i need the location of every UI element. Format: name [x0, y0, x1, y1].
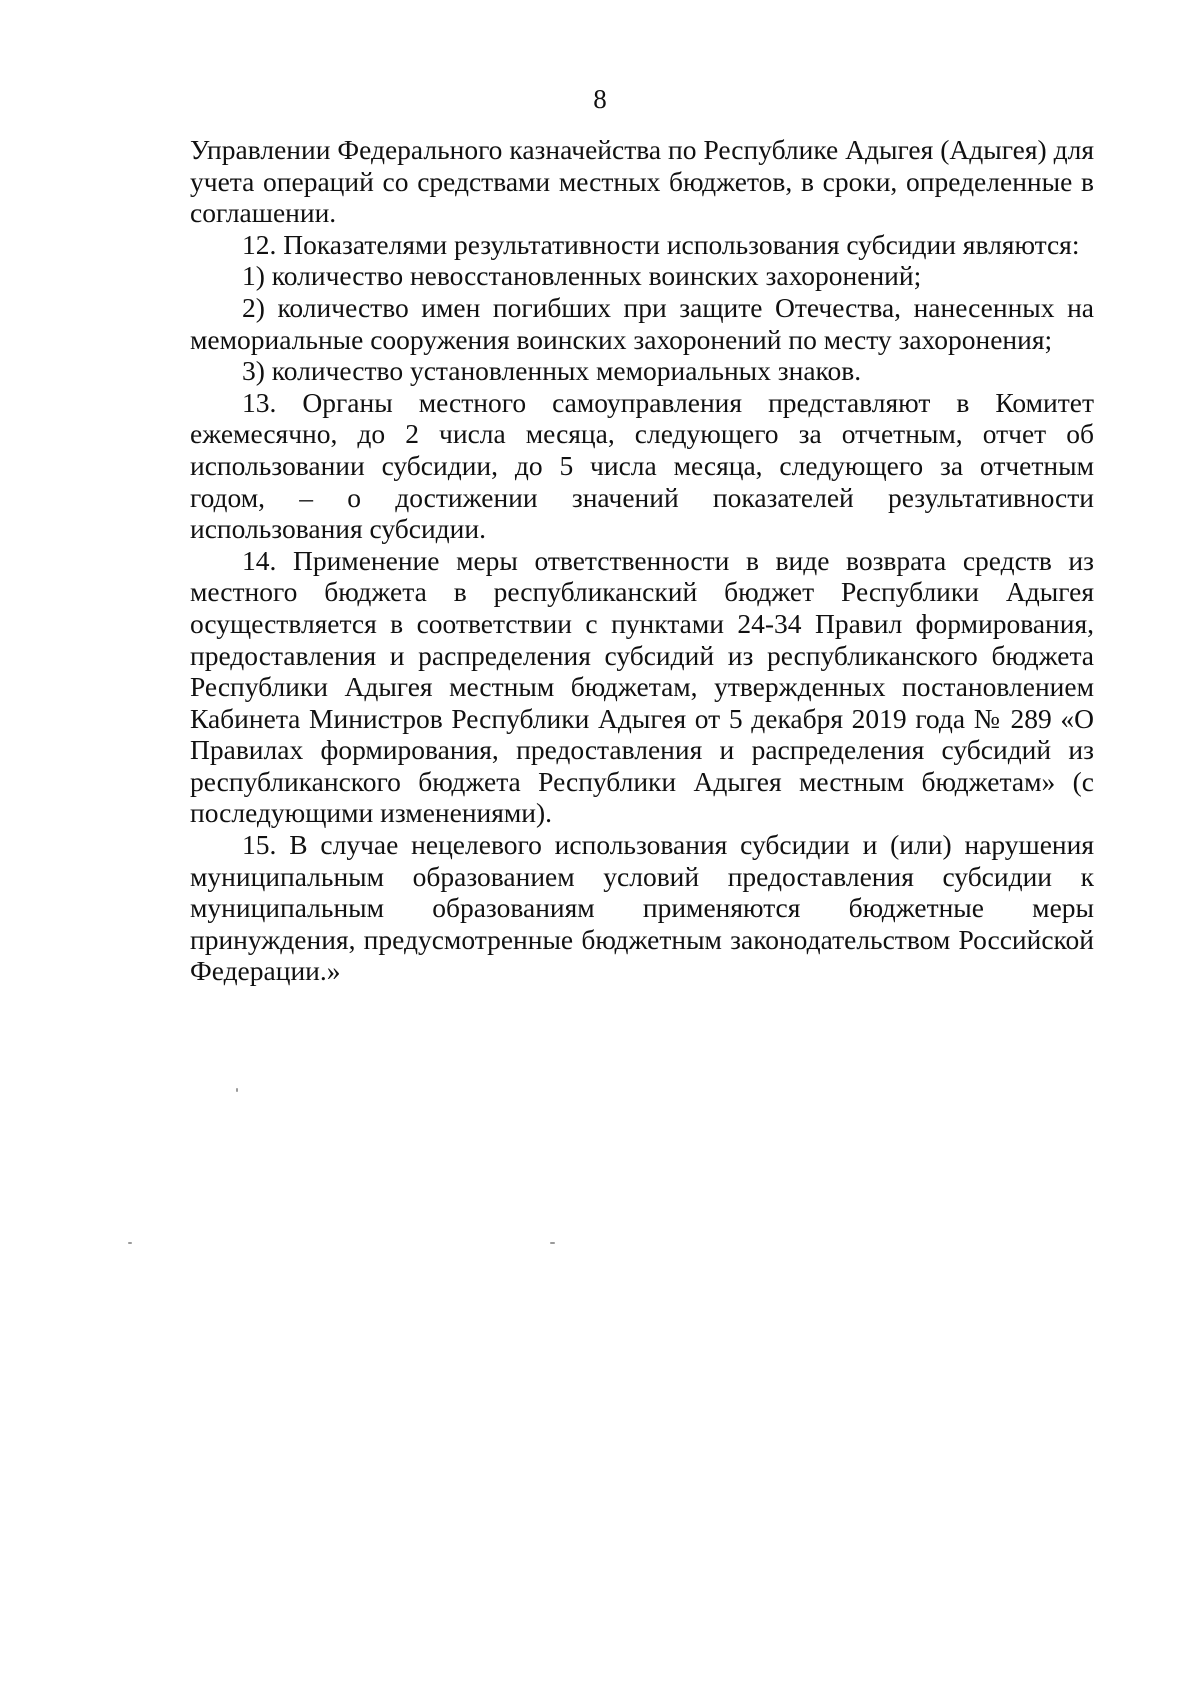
document-body [190, 134, 1094, 987]
paragraph-subitem-1: 1) количество невосстановленных воинских захоронений; [242, 260, 922, 292]
paragraph-item-13: 13. Органы местного самоуправления представляют в Комитет ежемесячно, до 2 числа месяца, следующего за отчетным, отчет об использовании субсидии, до 5 числа месяца, следующего за отчетным годом, – о достижении значений показателей результативности использования субсидии. [190, 386, 1094, 545]
paragraph-subitem-2: 2) количество имен погибших при защите Отечества, нанесенных на мемориальные сооружения воинских захоронений по месту захоронения; [190, 291, 1094, 355]
page-number: 8 [593, 84, 607, 114]
scan-speck [236, 1088, 238, 1092]
paragraph-subitem-3: 3) количество установленных мемориальных знаков. [242, 355, 862, 387]
scan-speck [550, 1242, 555, 1244]
paragraph-item-12: 12. Показателями результативности использования субсидии являются: [242, 228, 1080, 260]
paragraph-item-15: 15. В случае нецелевого использования субсидии и (или) нарушения муниципальным образованием условий предоставления субсидии к муниципальным образованиям применяются бюджетные меры принуждения, предусмотренные бюджетным законодательством Российской Федерации.» [190, 829, 1094, 987]
paragraph-continuation: Управлении Федерального казначейства по Республике Адыгея (Адыгея) для учета операций со средствами местных бюджетов, в сроки, определенные в соглашении. [190, 134, 1094, 229]
paragraph-item-14: 14. Применение меры ответственности в виде возврата средств из местного бюджета в республиканский бюджет Республики Адыгея осуществляется в соответствии с пунктами 24-34 Правил формирования, предоставления и распределения субсидий из республиканского бюджета Республики Адыгея местным бюджетам, утвержденных постановлением Кабинета Министров Республики Адыгея от 5 декабря 2019 года № 289 «О Правилах формирования, предоставления и распределения субсидий из республиканского бюджета Республики Адыгея местным бюджетам» (с последующими изменениями). [190, 544, 1094, 829]
scan-speck [128, 1242, 132, 1244]
